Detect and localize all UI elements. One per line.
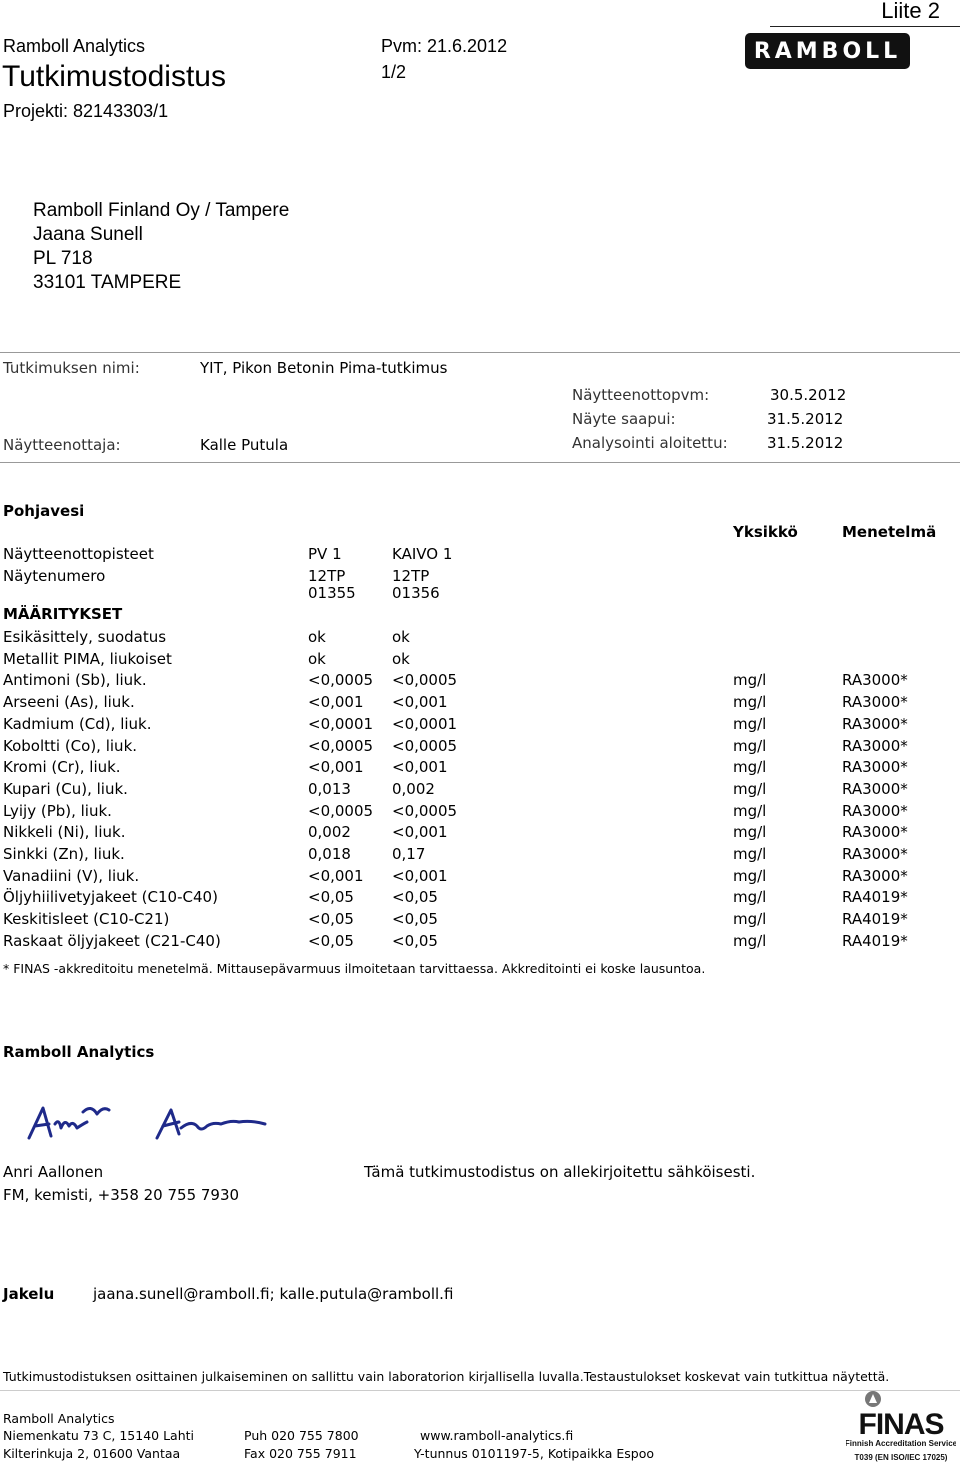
received-value: 31.5.2012: [767, 410, 844, 428]
method-column-header: Menetelmä: [842, 523, 937, 541]
finas-wordmark: FINAS: [858, 1408, 944, 1441]
result-method: RA3000*: [842, 671, 908, 690]
result-kaivo1: 0,17: [392, 845, 426, 863]
sampler-value: Kalle Putula: [200, 436, 289, 454]
table-row: [0, 932, 960, 953]
result-kaivo1: 0,002: [392, 779, 435, 798]
analyte-name: Kromi (Cr), liuk.: [3, 758, 121, 777]
project-number: Projekti: 82143303/1: [3, 101, 169, 121]
analyte-name: Kupari (Cu), liuk.: [3, 779, 128, 798]
analyte-name: Koboltti (Co), liuk.: [3, 736, 138, 755]
footer-phone: Puh 020 755 7800: [244, 1428, 359, 1443]
table-row: [0, 780, 960, 801]
analyte-name: Metallit PIMA, liukoiset: [3, 649, 172, 668]
result-pv1: <0,0005: [308, 671, 374, 690]
page-number: 1/2: [381, 62, 407, 82]
distribution-label: Jakelu: [3, 1285, 55, 1303]
result-pv1: <0,001: [308, 866, 364, 885]
table-row: [0, 867, 960, 888]
result-unit: mg/l: [733, 888, 767, 907]
analysis-value: 31.5.2012: [767, 434, 844, 452]
result-kaivo1: <0,001: [392, 693, 448, 712]
result-pv1: <0,0001: [308, 714, 374, 733]
result-unit: mg/l: [733, 758, 767, 777]
finas-logo: [846, 1390, 956, 1468]
result-unit: mg/l: [733, 671, 767, 690]
analysis-label: Analysointi aloitettu:: [572, 434, 728, 452]
footer-address-vantaa: Kilterinkuja 2, 01600 Vantaa: [3, 1446, 181, 1461]
unit-column-header: Yksikkö: [733, 523, 798, 541]
recipient-line-3: PL 718: [33, 248, 93, 269]
analyte-name: Lyijy (Pb), liuk.: [3, 801, 112, 820]
result-method: RA3000*: [842, 801, 908, 820]
result-unit: mg/l: [733, 693, 767, 712]
result-pv1: <0,05: [308, 888, 354, 907]
result-method: RA3000*: [842, 779, 908, 798]
document-date: Pvm: 21.6.2012: [381, 36, 508, 56]
attachment-divider: [770, 26, 960, 27]
result-unit: mg/l: [733, 931, 767, 950]
study-name-value: YIT, Pikon Betonin Pima-tutkimus: [200, 359, 448, 377]
result-kaivo1: <0,0005: [392, 801, 458, 820]
result-pv1: ok: [308, 649, 326, 668]
result-pv1: 0,002: [308, 823, 351, 842]
finas-mark-icon: [846, 1390, 956, 1464]
table-row: [0, 888, 960, 909]
analyte-name: Antimoni (Sb), liuk.: [3, 671, 147, 690]
result-method: RA3000*: [842, 823, 908, 842]
result-method: RA4019*: [842, 910, 908, 929]
analyte-name: Sinkki (Zn), liuk.: [3, 845, 125, 863]
table-row: [0, 910, 960, 931]
sampling-point-1: PV 1: [308, 545, 342, 563]
sampling-date-label: Näytteenottopvm:: [572, 386, 710, 404]
matrix-label: Pohjavesi: [3, 502, 85, 520]
sample-number-label: Näytenumero: [3, 567, 106, 585]
analyte-name: Kadmium (Cd), liuk.: [3, 714, 152, 733]
sampler-label: Näytteenottaja:: [3, 436, 121, 454]
result-pv1: ok: [308, 628, 326, 646]
result-kaivo1: <0,0005: [392, 671, 458, 690]
signature-company: Ramboll Analytics: [3, 1043, 155, 1061]
table-row: [0, 671, 960, 692]
sampling-point-2: KAIVO 1: [392, 545, 453, 563]
result-kaivo1: <0,0001: [392, 714, 458, 733]
result-pv1: <0,0005: [308, 736, 374, 755]
recipient-line-2: Jaana Sunell: [33, 224, 143, 245]
distribution-emails: jaana.sunell@ramboll.fi; kalle.putula@ramboll.fi: [93, 1285, 454, 1303]
analyte-name: Arseeni (As), liuk.: [3, 693, 135, 712]
result-pv1: <0,05: [308, 931, 354, 950]
table-row: [0, 758, 960, 779]
study-name-label: Tutkimuksen nimi:: [3, 359, 140, 377]
table-row: [0, 650, 960, 671]
footer-website: www.ramboll-analytics.fi: [420, 1428, 574, 1443]
handwritten-signature: [25, 1098, 275, 1146]
result-kaivo1: ok: [392, 649, 410, 668]
sample-1-number-a: 12TP: [308, 567, 346, 585]
result-kaivo1: <0,0005: [392, 736, 458, 755]
analyte-name: Esikäsittely, suodatus: [3, 628, 167, 646]
result-pv1: 0,013: [308, 779, 351, 798]
analyte-name: Öljyhiilivetyjakeet (C10-C40): [3, 888, 218, 907]
sampling-date-value: 30.5.2012: [770, 386, 847, 404]
result-kaivo1: <0,05: [392, 931, 438, 950]
sampling-points-label: Näytteenottopisteet: [3, 545, 154, 563]
result-method: RA3000*: [842, 866, 908, 885]
table-row: [0, 628, 960, 649]
result-unit: mg/l: [733, 845, 767, 863]
result-kaivo1: <0,05: [392, 888, 438, 907]
result-unit: mg/l: [733, 736, 767, 755]
footer-address-lahti: Niemenkatu 73 C, 15140 Lahti: [3, 1428, 194, 1443]
result-pv1: <0,05: [308, 910, 354, 929]
attachment-label: Liite 2: [881, 0, 940, 23]
electronic-signature-note: Tämä tutkimustodistus on allekirjoitettu sähköisesti.: [364, 1163, 756, 1181]
sample-2-number-a: 12TP: [392, 567, 430, 585]
footer-business-id: Y-tunnus 0101197-5, Kotipaikka Espoo: [414, 1446, 655, 1461]
result-kaivo1: ok: [392, 628, 410, 646]
footer-fax: Fax 020 755 7911: [244, 1446, 357, 1461]
result-pv1: 0,018: [308, 845, 351, 863]
result-kaivo1: <0,001: [392, 758, 448, 777]
table-row: [0, 823, 960, 844]
result-method: RA3000*: [842, 736, 908, 755]
table-row: [0, 715, 960, 736]
received-label: Näyte saapui:: [572, 410, 676, 428]
analyte-name: Keskitisleet (C10-C21): [3, 910, 170, 929]
finas-service-text: Finnish Accreditation Service: [846, 1439, 956, 1448]
result-unit: mg/l: [733, 801, 767, 820]
result-unit: mg/l: [733, 910, 767, 929]
info-top-rule: [0, 352, 960, 353]
result-kaivo1: <0,05: [392, 910, 438, 929]
analyte-name: Nikkeli (Ni), liuk.: [3, 823, 126, 842]
header-company: Ramboll Analytics: [3, 36, 146, 56]
table-row: [0, 845, 960, 866]
recipient-line-1: Ramboll Finland Oy / Tampere: [33, 200, 290, 221]
analyte-name: Raskaat öljyjakeet (C21-C40): [3, 931, 221, 950]
result-unit: mg/l: [733, 866, 767, 885]
result-method: RA3000*: [842, 693, 908, 712]
result-method: RA3000*: [842, 714, 908, 733]
result-unit: mg/l: [733, 714, 767, 733]
result-pv1: <0,001: [308, 758, 364, 777]
result-unit: mg/l: [733, 779, 767, 798]
table-row: [0, 737, 960, 758]
footer-company: Ramboll Analytics: [3, 1411, 115, 1426]
finas-code-text: T039 (EN ISO/IEC 17025): [854, 1453, 948, 1462]
result-method: RA4019*: [842, 931, 908, 950]
table-row: [0, 693, 960, 714]
document-title: Tutkimustodistus: [2, 60, 226, 93]
table-row: [0, 802, 960, 823]
result-kaivo1: <0,001: [392, 866, 448, 885]
result-method: RA3000*: [842, 845, 908, 863]
ramboll-logo: RAMBOLL: [745, 33, 910, 69]
result-unit: mg/l: [733, 823, 767, 842]
recipient-line-4: 33101 TAMPERE: [33, 272, 182, 293]
result-method: RA3000*: [842, 758, 908, 777]
result-method: RA4019*: [842, 888, 908, 907]
determinations-heading: MÄÄRITYKSET: [3, 605, 123, 623]
sample-2-number-b: 01356: [392, 584, 440, 602]
analyte-name: Vanadiini (V), liuk.: [3, 866, 140, 885]
footer-rule: [0, 1390, 960, 1391]
result-pv1: <0,001: [308, 693, 364, 712]
result-kaivo1: <0,001: [392, 823, 448, 842]
result-pv1: <0,0005: [308, 801, 374, 820]
accreditation-footnote: * FINAS -akkreditoitu menetelmä. Mittausepävarmuus ilmoitetaan tarvittaessa. Akkreditointi ei koske lausuntoa.: [3, 961, 706, 976]
info-bottom-rule: [0, 462, 960, 463]
sample-1-number-b: 01355: [308, 584, 356, 602]
signer-title: FM, kemisti, +358 20 755 7930: [3, 1186, 240, 1204]
signer-name: Anri Aallonen: [3, 1163, 104, 1181]
publication-disclaimer: Tutkimustodistuksen osittainen julkaiseminen on sallittu vain laboratorion kirjallisella luvalla.Testaustulokset koskevat vain tutkittua näytettä.: [3, 1369, 890, 1384]
